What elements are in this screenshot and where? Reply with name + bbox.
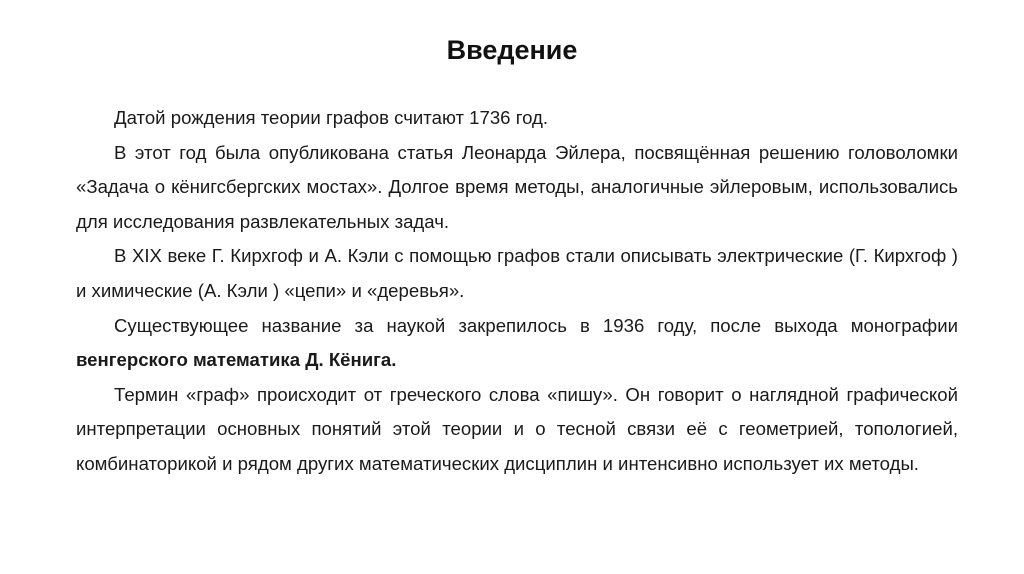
paragraph-naming-text: Существующее название за наукой закрепилось в 1936 году, после выхода монографии — [114, 314, 958, 336]
konig-reference: венгерского математика Д. Кёнига — [76, 349, 392, 371]
slide-title: Введение — [446, 35, 578, 65]
slide-body — [76, 101, 958, 482]
paragraph-naming-1936 — [76, 309, 958, 378]
paragraph-birth-date: Датой рождения теории графов считают 1736 год. — [114, 107, 549, 128]
paragraph-euler-article: В этот год была опубликована статья Леонарда Эйлера, посвящённая решению головоломки «Задача о кёнигсбергских мостах». Долгое время методы, аналогичные эйлеровым, использовались для исследования развлекательных задач. — [76, 141, 958, 232]
paragraph-naming-period: . — [391, 349, 397, 371]
paragraph-term-origin: Термин «граф» происходит от греческого слова «пишу». Он говорит о наглядной графической интерпретации основных понятий этой теории и о тесной связи её с геометрией, топологией, комбинаторикой и рядом других математических дисциплин и интенсивно использует их методы. — [76, 383, 958, 474]
paragraph-kirchhoff-cayley: В XIX веке Г. Кирхгоф и А. Кэли с помощью графов стали описывать электрические (Г. Кирхгоф ) и химические (А. Кэли ) «цепи» и «деревья». — [76, 245, 958, 301]
